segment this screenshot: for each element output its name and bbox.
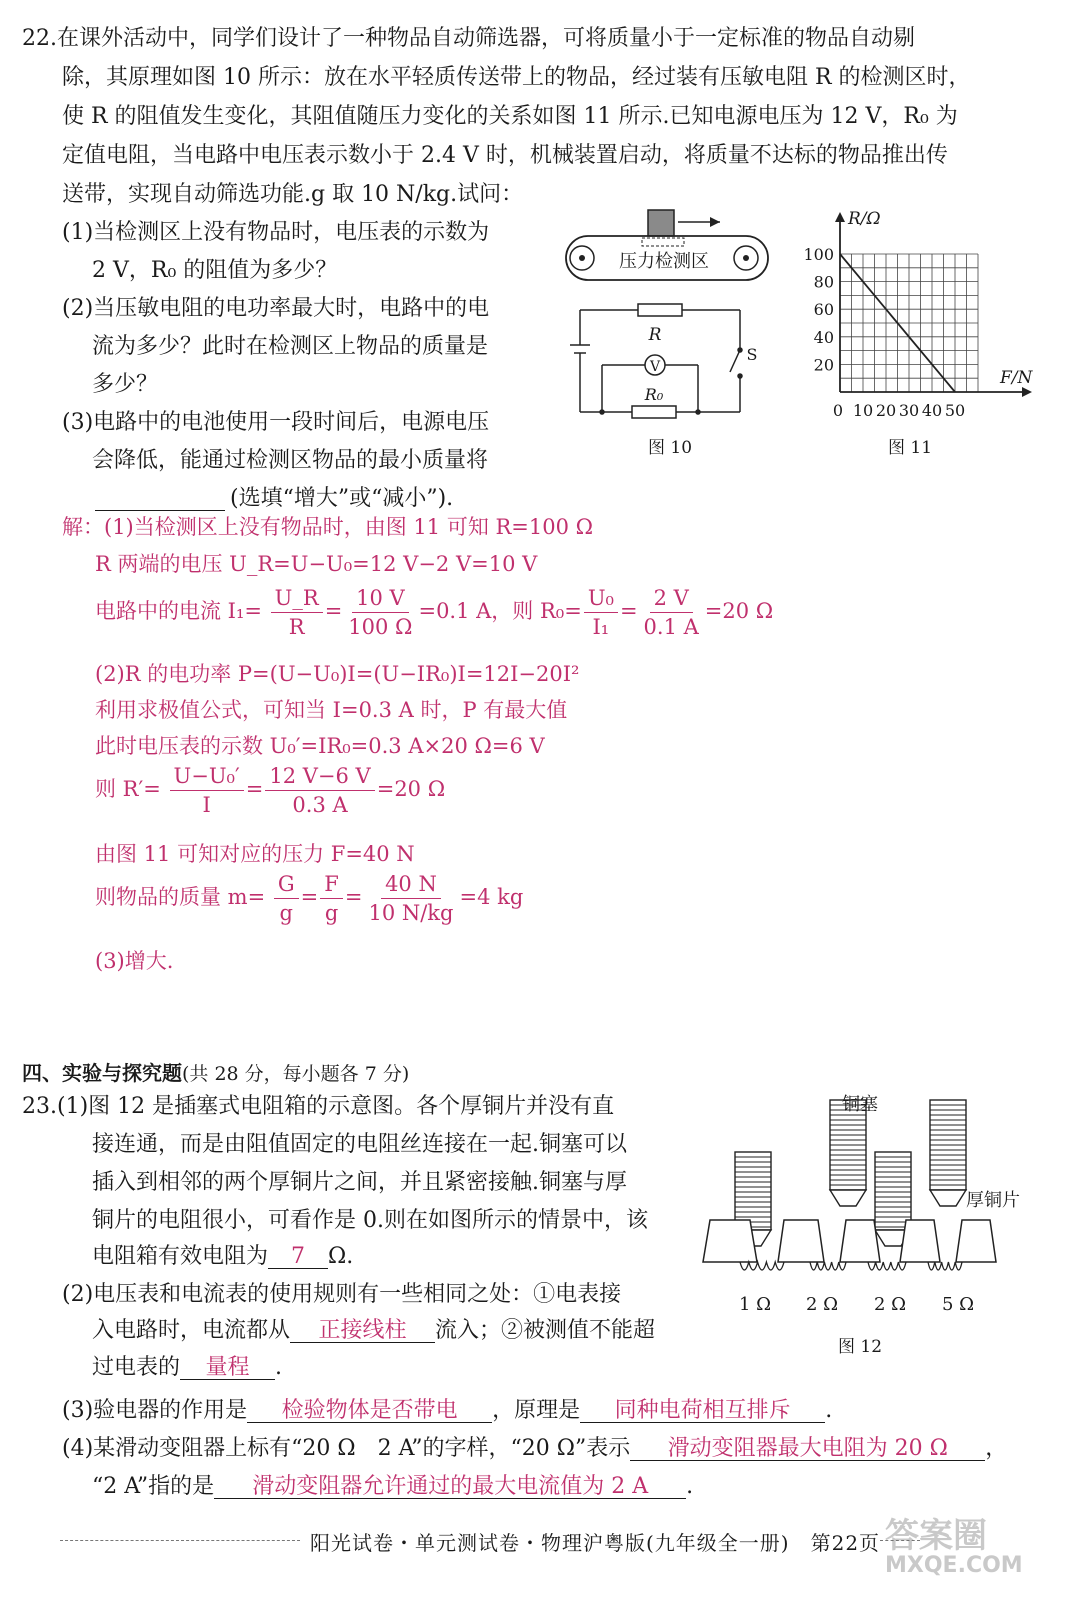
q23-p2-line-3: 过电表的 量程 .: [92, 1355, 283, 1380]
q22-sub-2a: (2)当压敏电阻的电功率最大时，电路中的电: [62, 296, 490, 321]
y-axis-label: R/Ω: [848, 209, 881, 229]
y-tick-labels: [803, 245, 834, 374]
solution-line-2: R 两端的电压 U_R=U−U₀=12 V−2 V=10 V: [95, 552, 538, 576]
plug-label: 铜塞: [842, 1094, 878, 1115]
figure-11-chart: [800, 200, 1040, 470]
solution-line-9: 则物品的质量 m= $\frac{G}{g}$ = $\frac{F}{g}$ = $\frac{40 N}{10 N/kg}$ =4 kg: [95, 872, 524, 925]
q22-sub-1b: 2 V，R₀ 的阻值为多少？: [92, 258, 338, 283]
section-4-title: 四、实验与探究题: [22, 1061, 182, 1085]
q22-sub-2c: 多少？: [92, 372, 159, 397]
solution-line-3: 电路中的电流 I₁= $\frac{U\_R}{R}$ = $\frac{10 V}{100 \Omega}$ =0.1 A，则 R₀= $\frac{\text{U₀}}{\text{I₁}}$ = $\frac{2 V}{0.1 A}$ =20 Ω: [95, 586, 774, 639]
fig10-caption: 图 10: [647, 438, 693, 458]
footer-rule-left: [60, 1540, 300, 1541]
x-tick-labels: [833, 401, 965, 420]
q23-p1-line-5: 电阻箱有效电阻为 7 Ω.: [92, 1244, 354, 1269]
q23-p1-line-3: 插入到相邻的两个厚铜片之间，并且紧密接触.铜塞与厚: [92, 1170, 627, 1195]
fig11-caption: 图 11: [887, 438, 933, 458]
answer-7: 滑动变阻器允许通过的最大电流值为 2 A: [214, 1476, 686, 1499]
solution-line-4: (2)R 的电功率 P=(U−U₀)I=(U−IR₀)I=12I−20I²: [95, 662, 580, 686]
q22-sub-3a: (3)电路中的电池使用一段时间后，电源电压: [62, 410, 490, 435]
resistor-r0: [632, 406, 676, 418]
answer-6: 滑动变阻器最大电阻为 20 Ω: [630, 1438, 985, 1461]
copper-plug: [830, 1100, 866, 1206]
answer-5: 同种电荷相互排斥: [580, 1400, 825, 1423]
q23-p2-line-1: (2)电压表和电流表的使用规则有一些相同之处：①电表接: [62, 1282, 622, 1307]
y-tick-label: 100: [803, 245, 834, 264]
block-label: 厚铜片: [966, 1190, 1020, 1211]
resistor-label-4: 5 Ω: [941, 1294, 975, 1315]
conveyor-belt: [566, 210, 768, 280]
x-axis-arrow: [1022, 387, 1032, 397]
answer-2: 正接线柱: [290, 1320, 435, 1343]
q22-line-1: 22.在课外活动中，同学们设计了一种物品自动筛选器，可将质量小于一定标准的物品自动剔: [22, 26, 915, 51]
answer-4: 检验物体是否带电: [247, 1400, 492, 1423]
q22-sub-3b: 会降低，能通过检测区物品的最小质量将: [92, 448, 489, 473]
q23-p4-line-1: (4)某滑动变阻器上标有“20 Ω 2 A”的字样，“20 Ω”表示 滑动变阻器最大电阻为 20 Ω ，: [62, 1436, 1008, 1461]
x-tick-label: 30: [898, 401, 920, 420]
q23-p4-line-2: “2 A”指的是 滑动变阻器允许通过的最大电流值为 2 A .: [92, 1474, 694, 1499]
chart-axes: [840, 215, 1030, 392]
q23-p1-line-4: 铜片的电阻很小，可看作是 0.则在如图所示的情景中，该: [92, 1208, 648, 1233]
resistance-coil: [868, 1262, 906, 1270]
r-label: R: [648, 325, 662, 345]
solution-line-10: (3)增大.: [95, 949, 174, 973]
r0-label: R₀: [644, 385, 664, 404]
answer-3: 量程: [180, 1357, 275, 1380]
solution-line-7: 则 R′= $\frac{\text{U−U₀′}}{I}$ = $\frac{12 V-6 V}{0.3 A}$ =20 Ω: [95, 764, 446, 817]
solution-line-1: 解：(1)当检测区上没有物品时，由图 11 可知 R=100 Ω: [62, 515, 594, 539]
figure-10: [560, 200, 780, 470]
resistance-wires: [740, 1262, 962, 1270]
solution-line-8: 由图 11 可知对应的压力 F=40 N: [95, 842, 415, 866]
belt-label: 压力检测区: [619, 251, 709, 272]
q23-p2-line-2: 入电路时，电流都从 正接线柱 流入；②被测值不能超: [92, 1318, 656, 1343]
q22-sub-2b: 流为多少？此时在检测区上物品的质量是: [92, 334, 489, 359]
voltmeter-label: V: [649, 359, 661, 375]
x-tick-label: 50: [944, 401, 966, 420]
solution-line-6: 此时电压表的示数 U₀′=IR₀=0.3 A×20 Ω=6 V: [95, 734, 545, 758]
watermark-url: MXQE.COM: [885, 1553, 1023, 1578]
y-axis-arrow: [835, 212, 845, 222]
watermark-logo: 答案圈: [885, 1516, 987, 1556]
watermark: [885, 1508, 1023, 1578]
resistance-coil: [740, 1262, 784, 1270]
resistor-label-3: 2 Ω: [873, 1294, 907, 1315]
q22-line-4: 定值电阻，当电路中电压表示数小于 2.4 V 时，机械装置启动，将质量不达标的物品推出传: [62, 143, 948, 168]
x-axis-label: F/N: [1000, 368, 1033, 388]
q22-line-5: 送带，实现自动筛选功能.g 取 10 N/kg.试问：: [62, 182, 524, 207]
q22-line-2: 除，其原理如图 10 所示：放在水平轻质传送带上的物品，经过装有压敏电阻 R 的检测区时，: [62, 65, 971, 90]
footer-text: 阳光试卷・单元测试卷・物理沪粤版(九年级全一册) 第22页: [310, 1531, 881, 1555]
resistor-r: [638, 304, 682, 316]
q22-sub-1a: (1)当检测区上没有物品时，电压表的示数为: [62, 220, 490, 245]
y-tick-label: 40: [813, 327, 834, 347]
q22-sub-3c: (选填“增大”或“减小”).: [230, 486, 454, 511]
x-tick-label: 0: [832, 401, 844, 420]
q23-p1-line-1: 23.(1)图 12 是插塞式电阻箱的示意图。各个厚铜片并没有直: [22, 1094, 615, 1119]
y-tick-label: 60: [813, 300, 834, 320]
q23-p1-line-2: 接连通，而是由阻值固定的电阻丝连接在一起.铜塞可以: [92, 1132, 627, 1157]
x-tick-label: 40: [921, 401, 943, 420]
x-tick-label: 10: [852, 401, 874, 420]
fig12-caption: 图 12: [837, 1337, 883, 1357]
copper-plug: [930, 1100, 966, 1206]
y-tick-label: 20: [813, 355, 834, 375]
copper-blocks: [703, 1220, 996, 1262]
resistance-coil: [928, 1262, 962, 1270]
q23-p3-line: (3)验电器的作用是 检验物体是否带电 ，原理是 同种电荷相互排斥 .: [62, 1398, 833, 1423]
switch-label: S: [746, 345, 758, 364]
figure-12: [700, 1082, 1040, 1372]
resistor-label-2: 2 Ω: [805, 1294, 839, 1315]
resistance-coil: [810, 1262, 846, 1270]
solution-line-5: 利用求极值公式，可知当 I=0.3 A 时，P 有最大值: [95, 698, 568, 722]
section-4-heading: [22, 1057, 409, 1086]
resistor-label-1: 1 Ω: [738, 1294, 772, 1315]
x-tick-label: 20: [875, 401, 897, 420]
y-tick-label: 80: [813, 272, 834, 292]
q22-line-3: 使 R 的阻值发生变化，其阻值随压力变化的关系如图 11 所示.已知电源电压为 12 V，R₀ 为: [62, 104, 958, 129]
answer-1: 7: [268, 1246, 328, 1269]
section-4-note: (共 28 分，每小题各 7 分): [182, 1063, 410, 1085]
chart-grid: [840, 254, 978, 392]
